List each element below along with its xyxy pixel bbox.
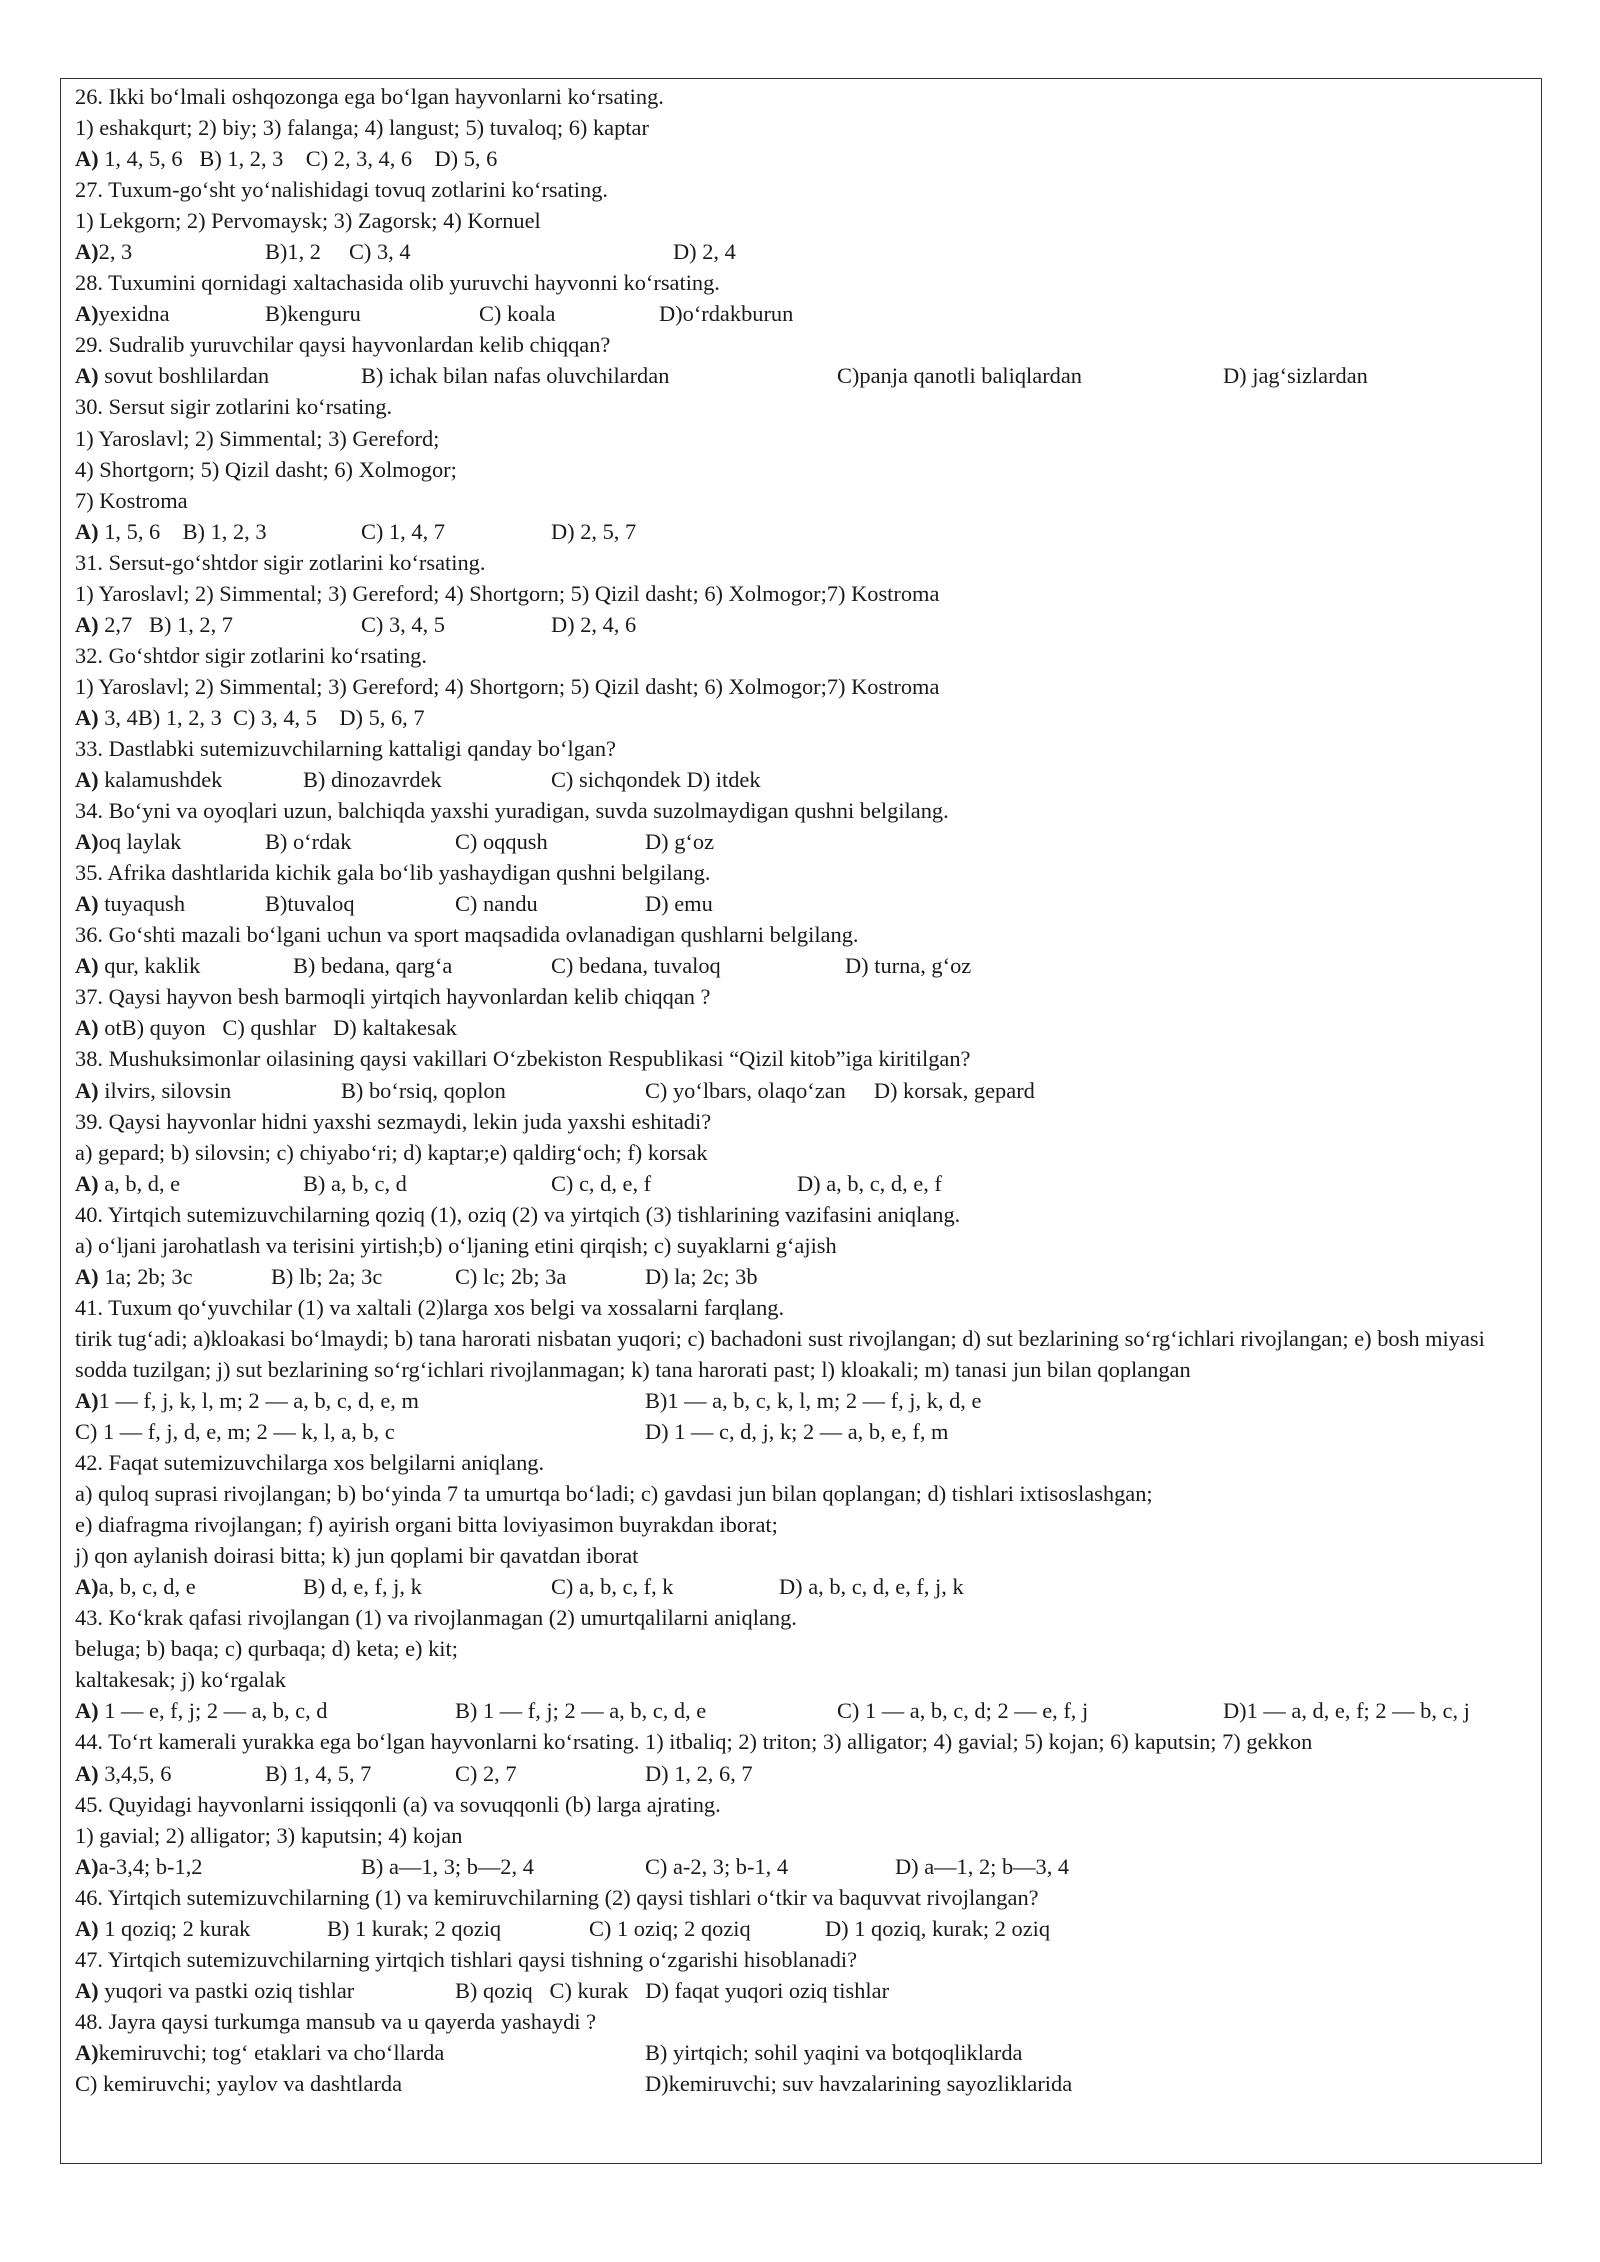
option-column: C) nandu [455,891,538,917]
option-key: A) [75,1387,99,1413]
answer-options-line [75,516,1527,547]
option-column: D) 1 qoziq, kurak; 2 oziq [825,1915,1051,1941]
line-text: tirik tug‘adi; a)kloakasi bo‘lmaydi; b) tana harorati nisbatan yuqori; c) bachadoni sust rivojlangan; d) sut bezlarining so‘rg‘ichlari rivojlangan; e) bosh miyasi sodda tuzilgan; j) sut bezlarining so‘rg‘ichlari rivojlanmagan; k) tana harorati past; l) kloakali; m) tanasi jun bilan qoplangan [75,1325,1485,1382]
option-column: B) lb; 2a; 3c [271,1263,383,1289]
option-column: B)1, 2 C) 3, 4 [265,239,411,265]
text-line [75,1106,1527,1137]
option-column: C) bedana, tuvaloq [551,953,721,979]
text-line [75,1509,1527,1540]
line-text: 1) Yaroslavl; 2) Simmental; 3) Gereford; 4) Shortgorn; 5) Qizil dasht; 6) Xolmogor;7) Kostroma [75,673,940,699]
text-line [75,423,1527,454]
line-text: qur, kaklik [98,953,201,979]
line-text: kaltakesak; j) ko‘rgalak [75,1667,286,1693]
option-column: D)kemiruvchi; suv havzalarining sayozliklarida [645,2071,1073,2096]
answer-options-line [75,609,1527,640]
option-column: B)tuvaloq [265,891,355,917]
line-text: 34. Bo‘yni va oyoqlari uzun, balchiqda yaxshi yuradigan, suvda suzolmaydigan qushni belgilang. [75,798,949,824]
option-column: C) sichqondek D) itdek [551,767,761,793]
option-key: A) [75,1853,99,1879]
option-column: C) koala [479,301,556,327]
line-text: ilvirs, silovsin [98,1077,232,1103]
text-line [75,1199,1527,1230]
answer-options-line [75,143,1527,174]
line-text: 29. Sudralib yuruvchilar qaysi hayvonlardan kelib chiqqan? [75,332,611,358]
option-column: B) o‘rdak [265,829,352,855]
option-column: B) 1, 4, 5, 7 [265,1760,372,1786]
line-text: 26. Ikki bo‘lmali oshqozonga ega bo‘lgan hayvonlarni ko‘rsating. [75,84,664,109]
text-line [75,1292,1527,1323]
line-text: 48. Jayra qaysi turkumga mansub va u qayerda yashaydi ? [75,2008,597,2034]
line-text: 1) Yaroslavl; 2) Simmental; 3) Gereford; [75,425,440,451]
answer-options-line [75,1012,1527,1043]
option-column: D) g‘oz [645,829,715,855]
answer-options-line [75,702,1527,733]
text-line [75,1726,1527,1757]
text-line [75,454,1527,485]
text-line [75,1540,1527,1571]
option-key: A) [75,891,99,917]
option-column: D)o‘rdakburun [659,301,794,327]
option-key: A) [75,1263,99,1289]
line-text: 1, 4, 5, 6 B) 1, 2, 3 C) 2, 3, 4, 6 D) 5, 6 [98,146,498,172]
option-column: D) a—1, 2; b—3, 4 [895,1853,1070,1879]
option-column: B) bedana, qarg‘a [293,953,453,979]
answer-options-line [75,1168,1527,1199]
text-line [75,1633,1527,1664]
option-column: D) a, b, c, d, e, f, j, k [779,1574,964,1600]
line-text: 1, 5, 6 B) 1, 2, 3 [98,518,267,544]
line-text: 32. Go‘shtdor sigir zotlarini ko‘rsating. [75,642,427,668]
question-sheet [60,78,1542,2164]
text-line [75,578,1527,609]
answer-options-line [75,236,1527,267]
option-key: A) [75,1170,99,1196]
text-line [75,1820,1527,1851]
line-text: 43. Ko‘krak qafasi rivojlangan (1) va rivojlanmagan (2) umurtqalilarni aniqlang. [75,1605,797,1631]
option-key: A) [75,2039,99,2065]
option-key: A) [75,301,99,327]
line-text: 44. To‘rt kamerali yurakka ega bo‘lgan hayvonlarni ko‘rsating. 1) itbaliq; 2) triton; 3) alligator; 4) gavial; 5) kojan; 6) kaputsin; 7) gekkon [75,1729,1313,1755]
option-column: D) turna, g‘oz [845,953,972,979]
text-line [75,205,1527,236]
line-text: 1 — e, f, j; 2 — a, b, c, d [98,1698,328,1724]
option-column: D)1 — a, d, e, f; 2 — b, c, j [1223,1698,1470,1724]
option-column: B) dinozavrdek [303,767,442,793]
option-column: C) lc; 2b; 3a [455,1263,567,1289]
option-column: B) qoziq C) kurak D) faqat yuqori oziq tishlar [455,1977,890,2003]
option-key: A) [75,1977,99,2003]
option-column: C) 1, 4, 7 [361,518,445,544]
option-column: C) a-2, 3; b-1, 4 [645,1853,789,1879]
text-line [75,2068,1527,2099]
option-column: B) d, e, f, j, k [303,1574,422,1600]
option-column: C) c, d, e, f [551,1170,652,1196]
line-text: 27. Tuxum-go‘sht yo‘nalishidagi tovuq zotlarini ko‘rsating. [75,177,608,203]
line-text: 47. Yirtqich sutemizuvchilarning yirtqich tishlari qaysi tishning o‘zgarishi hisoblanadi? [75,1946,858,1972]
text-line [75,671,1527,702]
option-column: C)panja qanotli baliqlardan [837,363,1082,389]
text-line [75,1137,1527,1168]
text-line [75,795,1527,826]
line-text: 2, 3 [98,239,133,265]
option-key: A) [75,1077,99,1103]
line-text: 1 — f, j, k, l, m; 2 — a, b, c, d, e, m [98,1387,419,1413]
answer-options-line [75,1075,1527,1106]
line-text: 31. Sersut-go‘shtdor sigir zotlarini ko‘rsating. [75,549,486,575]
line-text: otB) quyon C) qushlar D) kaltakesak [98,1015,457,1041]
line-text: 1) gavial; 2) alligator; 3) kaputsin; 4) kojan [75,1822,463,1848]
line-text: 39. Qaysi hayvonlar hidni yaxshi sezmaydi, lekin juda yaxshi eshitadi? [75,1108,712,1134]
option-column: D) 2, 4, 6 [551,611,637,637]
line-text: 38. Mushuksimonlar oilasining qaysi vakillari O‘zbekiston Respublikasi “Qizil kitob”iga kiritilgan? [75,1046,971,1072]
line-text: kemiruvchi; tog‘ etaklari va cho‘llarda [98,2039,445,2065]
option-key: A) [75,704,99,730]
option-column: C) yo‘lbars, olaqo‘zan D) korsak, gepard [645,1077,1035,1103]
line-text: tuyaqush [98,891,186,917]
option-key: A) [75,146,99,172]
answer-options-line [75,826,1527,857]
line-text: e) diafragma rivojlangan; f) ayirish organi bitta loviyasimon buyrakdan iborat; [75,1512,778,1538]
line-text: C) 1 — f, j, d, e, m; 2 — k, l, a, b, c [75,1419,395,1445]
text-line [75,485,1527,516]
line-text: 45. Quyidagi hayvonlarni issiqqonli (a) va sovuqqonli (b) larga ajrating. [75,1791,721,1817]
line-text: a) o‘ljani jarohatlash va terisini yirtish;b) o‘ljaning etini qirqish; c) suyaklarni g‘ajish [75,1232,837,1258]
option-column: C) 2, 7 [455,1760,517,1786]
text-line [75,1043,1527,1074]
line-text: 2,7 B) 1, 2, 7 [98,611,233,637]
text-line [75,391,1527,422]
text-line [75,1416,1527,1447]
option-column: C) 1 — a, b, c, d; 2 — e, f, j [837,1698,1089,1724]
answer-options-line [75,950,1527,981]
text-line [75,1602,1527,1633]
line-text: 30. Sersut sigir zotlarini ko‘rsating. [75,394,393,420]
text-line [75,1478,1527,1509]
option-column: C) a, b, c, f, k [551,1574,674,1600]
option-column: D) emu [645,891,713,917]
line-text: 37. Qaysi hayvon besh barmoqli yirtqich hayvonlardan kelib chiqqan ? [75,984,711,1010]
answer-options-line [75,764,1527,795]
line-text: a) gepard; b) silovsin; c) chiyabo‘ri; d) kaptar;e) qaldirg‘och; f) korsak [75,1139,708,1165]
option-key: A) [75,239,99,265]
option-column: D) jag‘sizlardan [1223,363,1368,389]
option-column: D) 1, 2, 6, 7 [645,1760,753,1786]
option-key: A) [75,1760,99,1786]
line-text: C) kemiruvchi; yaylov va dashtlarda [75,2071,403,2096]
line-text: 1) Lekgorn; 2) Pervomaysk; 3) Zagorsk; 4) Kornuel [75,208,541,234]
option-key: A) [75,767,99,793]
text-line [75,640,1527,671]
answer-options-line [75,1571,1527,1602]
line-text: 33. Dastlabki sutemizuvchilarning kattaligi qanday bo‘lgan? [75,735,616,761]
option-key: A) [75,363,99,389]
line-text: yexidna [98,301,170,327]
text-line [75,733,1527,764]
line-text: 1 qoziq; 2 kurak [98,1915,251,1941]
line-text: 46. Yirtqich sutemizuvchilarning (1) va kemiruvchilarning (2) qaysi tishlari o‘tkir va baquvvat rivojlangan? [75,1884,1039,1910]
option-column: B) 1 — f, j; 2 — a, b, c, d, e [455,1698,707,1724]
text-line [75,112,1527,143]
answer-options-line [75,1975,1527,2006]
option-column: C) 3, 4, 5 [361,611,445,637]
text-line [75,1230,1527,1261]
option-column: D) a, b, c, d, e, f [797,1170,942,1196]
text-line [75,1664,1527,1695]
answer-options-line [75,1261,1527,1292]
text-line [75,1323,1527,1385]
line-text: j) qon aylanish doirasi bitta; k) jun qoplami bir qavatdan iborat [75,1543,639,1569]
text-line [75,919,1527,950]
line-text: a, b, d, e [98,1170,181,1196]
line-text: 3, 4B) 1, 2, 3 C) 3, 4, 5 D) 5, 6, 7 [98,704,425,730]
text-line [75,329,1527,360]
option-column: B)kenguru [265,301,361,327]
option-key: A) [75,1915,99,1941]
answer-options-line [75,1758,1527,1789]
text-line [75,2006,1527,2037]
line-text: a, b, c, d, e [98,1574,196,1600]
line-text: 1) eshakqurt; 2) biy; 3) falanga; 4) langust; 5) tuvaloq; 6) kaptar [75,115,649,141]
option-key: A) [75,953,99,979]
option-column: B) a, b, c, d [303,1170,407,1196]
line-text: sovut boshlilardan [98,363,270,389]
line-text: 36. Go‘shti mazali bo‘lgani uchun va sport maqsadida ovlanadigan qushlarni belgilang. [75,922,859,948]
option-key: A) [75,1015,99,1041]
option-column: B) bo‘rsiq, qoplon [341,1077,506,1103]
option-column: D) 2, 5, 7 [551,518,637,544]
line-text: a-3,4; b-1,2 [98,1853,203,1879]
line-text: 42. Faqat sutemizuvchilarga xos belgilarni aniqlang. [75,1450,545,1476]
line-text: 35. Afrika dashtlarida kichik gala bo‘lib yashaydigan qushni belgilang. [75,860,711,886]
line-text: 1) Yaroslavl; 2) Simmental; 3) Gereford; 4) Shortgorn; 5) Qizil dasht; 6) Xolmogor;7) Kostroma [75,580,940,606]
option-column: B) ichak bilan nafas oluvchilardan [361,363,670,389]
line-text: 28. Tuxumini qornidagi xaltachasida olib yuruvchi hayvonni ko‘rsating. [75,270,720,296]
option-column: B) yirtqich; sohil yaqini va botqoqliklarda [645,2039,1023,2065]
option-column: D) 1 — c, d, j, k; 2 — a, b, e, f, m [645,1419,949,1445]
line-text: beluga; b) baqa; c) qurbaqa; d) keta; e) kit; [75,1636,458,1662]
line-text: a) quloq suprasi rivojlangan; b) bo‘yinda 7 ta umurtqa bo‘ladi; c) gavdasi jun bilan qoplangan; d) tishlari ixtisoslashgan; [75,1481,1153,1507]
answer-options-line [75,298,1527,329]
answer-options-line [75,1385,1527,1416]
text-line [75,981,1527,1012]
option-key: A) [75,611,99,637]
line-text: 1a; 2b; 3c [98,1263,193,1289]
text-line [75,81,1527,112]
option-column: B) a—1, 3; b—2, 4 [361,1853,534,1879]
text-line [75,174,1527,205]
option-key: A) [75,829,99,855]
option-key: A) [75,518,99,544]
option-column: B) 1 kurak; 2 qoziq [327,1915,502,1941]
line-text: yuqori va pastki oziq tishlar [98,1977,355,2003]
option-column: D) la; 2c; 3b [645,1263,758,1289]
answer-options-line [75,1851,1527,1882]
text-line [75,1789,1527,1820]
answer-options-line [75,888,1527,919]
option-column: B)1 — a, b, c, k, l, m; 2 — f, j, k, d, e [645,1387,982,1413]
text-line [75,1447,1527,1478]
text-line [75,267,1527,298]
answer-options-line [75,1695,1527,1726]
text-line [75,547,1527,578]
option-key: A) [75,1574,99,1600]
answer-options-line [75,360,1527,391]
line-text: 7) Kostroma [75,487,188,513]
option-column: C) oqqush [455,829,548,855]
text-line [75,857,1527,888]
text-line [75,1944,1527,1975]
line-text: 4) Shortgorn; 5) Qizil dasht; 6) Xolmogor; [75,456,457,482]
line-text: kalamushdek [98,767,223,793]
line-text: 40. Yirtqich sutemizuvchilarning qoziq (1), oziq (2) va yirtqich (3) tishlarining vazifasini aniqlang. [75,1201,961,1227]
line-text: oq laylak [98,829,182,855]
option-column: C) 1 oziq; 2 qoziq [589,1915,751,1941]
line-text: 3,4,5, 6 [98,1760,172,1786]
answer-options-line [75,2037,1527,2068]
answer-options-line [75,1913,1527,1944]
line-text: 41. Tuxum qo‘yuvchilar (1) va xaltali (2)larga xos belgi va xossalarni farqlang. [75,1294,785,1320]
text-line [75,1882,1527,1913]
option-key: A) [75,1698,99,1724]
option-column: D) 2, 4 [673,239,736,265]
